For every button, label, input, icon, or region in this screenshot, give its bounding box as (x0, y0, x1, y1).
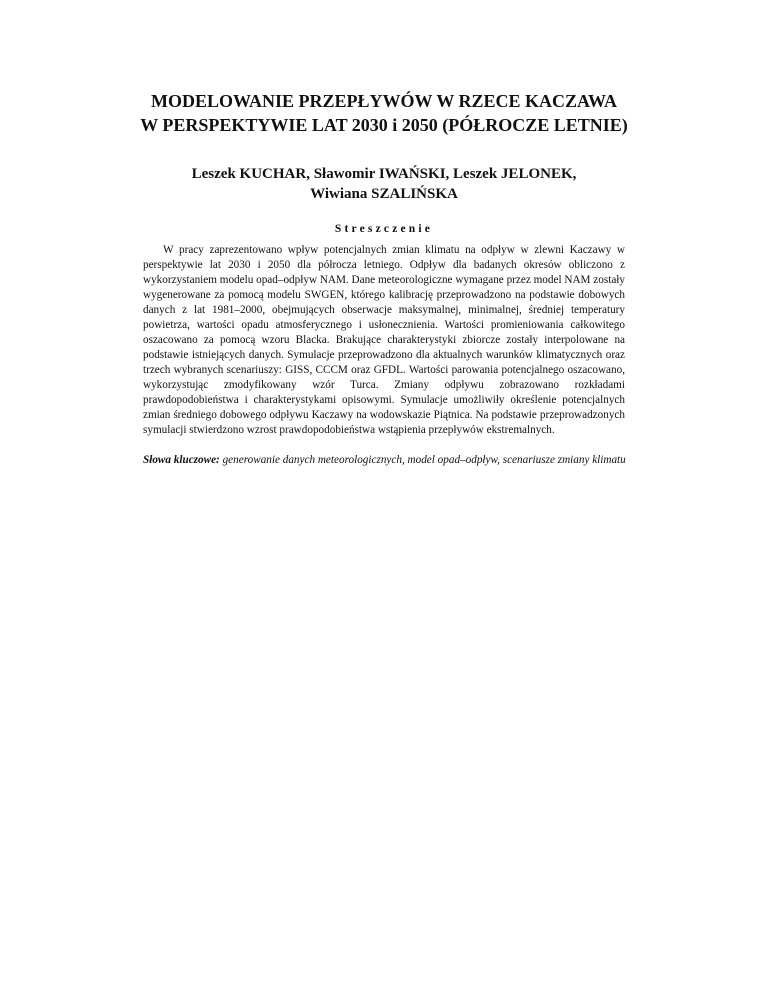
keywords (143, 453, 665, 468)
paper-title-line-1: MODELOWANIE PRZEPŁYWÓW W RZECE KACZAWA (150, 91, 618, 111)
abstract-heading: Streszczenie (334, 223, 434, 235)
author-list-line-2: Wiwiana SZALIŃSKA (310, 186, 458, 202)
paper-title (60, 89, 708, 137)
keywords-label: Słowa kluczowe: (143, 454, 220, 466)
abstract-text: W pracy zaprezentowano wpływ potencjalnych zmian klimatu na odpływ w zlewni Kaczawy w perspektywie lat 2030 i 2050 dla półrocza letniego. Odpływ dla badanych okresów obliczono z wykorzystaniem modelu opad–odpływ NAM. Dane meteorologiczne wymagane przez model NAM zostały wygenerowane za pomocą modelu SWGEN, którego kalibrację przeprowadzono na podstawie dobowych danych z lat 1981–2000, obejmujących obserwacje maksymalnej, minimalnej, średniej temperatury powietrza, wartości opadu atmosferycznego i usłonecznienia. Wartości promieniowania całkowitego oszacowano za pomocą wzoru Blacka. Brakujące charakterystyki zbiorcze zostały interpolowane na podstawie istniejących danych. Symulacje przeprowadzono dla aktualnych warunków klimatycznych oraz trzech wybranych scenariuszy: GISS, CCCM oraz GFDL. Wartości parowania potencjalnego oszacowano, wykorzystując zmodyfikowany wzór Turca. Zmiany odpływu zobrazowano rozkładami prawdopodobieństwa i charakterystykami opisowymi. Symulacje umożliwiły określenie potencjalnych zmian średniego dobowego odpływu Kaczawy na wodowskazie Piątnica. Na podstawie przeprowadzonych symulacji stwierdzono wzrost prawdopodobieństwa wstąpienia przepływów ekstremalnych. (143, 244, 625, 436)
author-list (60, 164, 708, 204)
paper-title-line-2: W PERSPEKTYWIE LAT 2030 i 2050 (PÓŁROCZE LETNIE) (140, 115, 628, 135)
keywords-text: generowanie danych meteorologicznych, model opad–odpływ, scenariusze zmiany klimatu (222, 454, 626, 466)
author-list-line-1: Leszek KUCHAR, Sławomir IWAŃSKI, Leszek JELONEK, (191, 166, 577, 182)
